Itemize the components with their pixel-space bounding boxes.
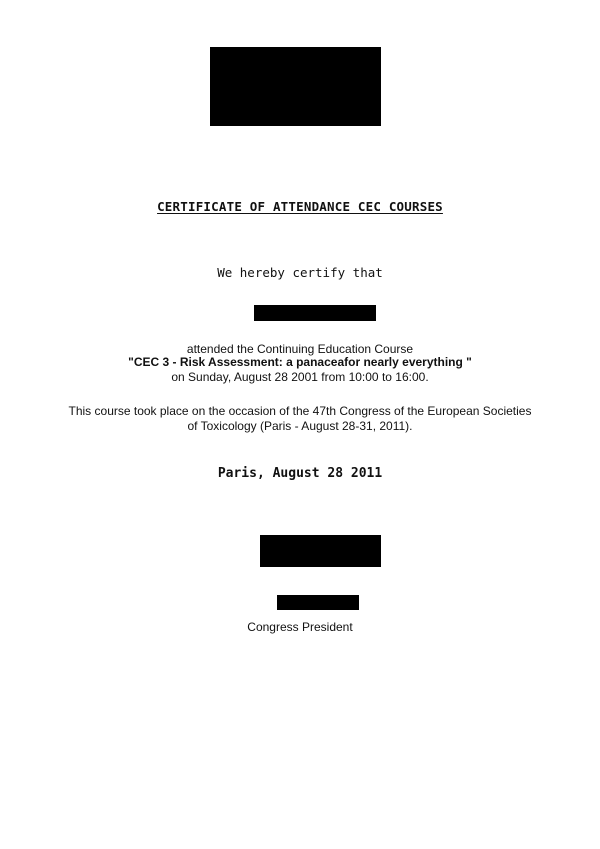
certify-line: We hereby certify that [217,265,383,280]
attended-line: attended the Continuing Education Course [186,342,414,356]
occasion-line-1: This course took place on the occasion of the 47th Congress of the European Societies [68,404,532,418]
occasion-line-2: of Toxicology (Paris - August 28-31, 2011). [187,419,413,433]
signatory-title: Congress President [247,620,353,634]
place-and-date: Paris, August 28 2011 [217,466,383,481]
course-title: "CEC 3 - Risk Assessment: a panaceafor nearly everything " [128,355,472,369]
redacted-attendee-name [254,305,376,321]
certificate-heading: CERTIFICATE OF ATTENDANCE CEC COURSES [157,199,443,214]
redacted-signature [260,535,381,567]
redacted-logo [210,47,381,126]
course-date-line: on Sunday, August 28 2001 from 10:00 to 16:00. [171,370,429,384]
redacted-signatory-name [277,595,359,610]
